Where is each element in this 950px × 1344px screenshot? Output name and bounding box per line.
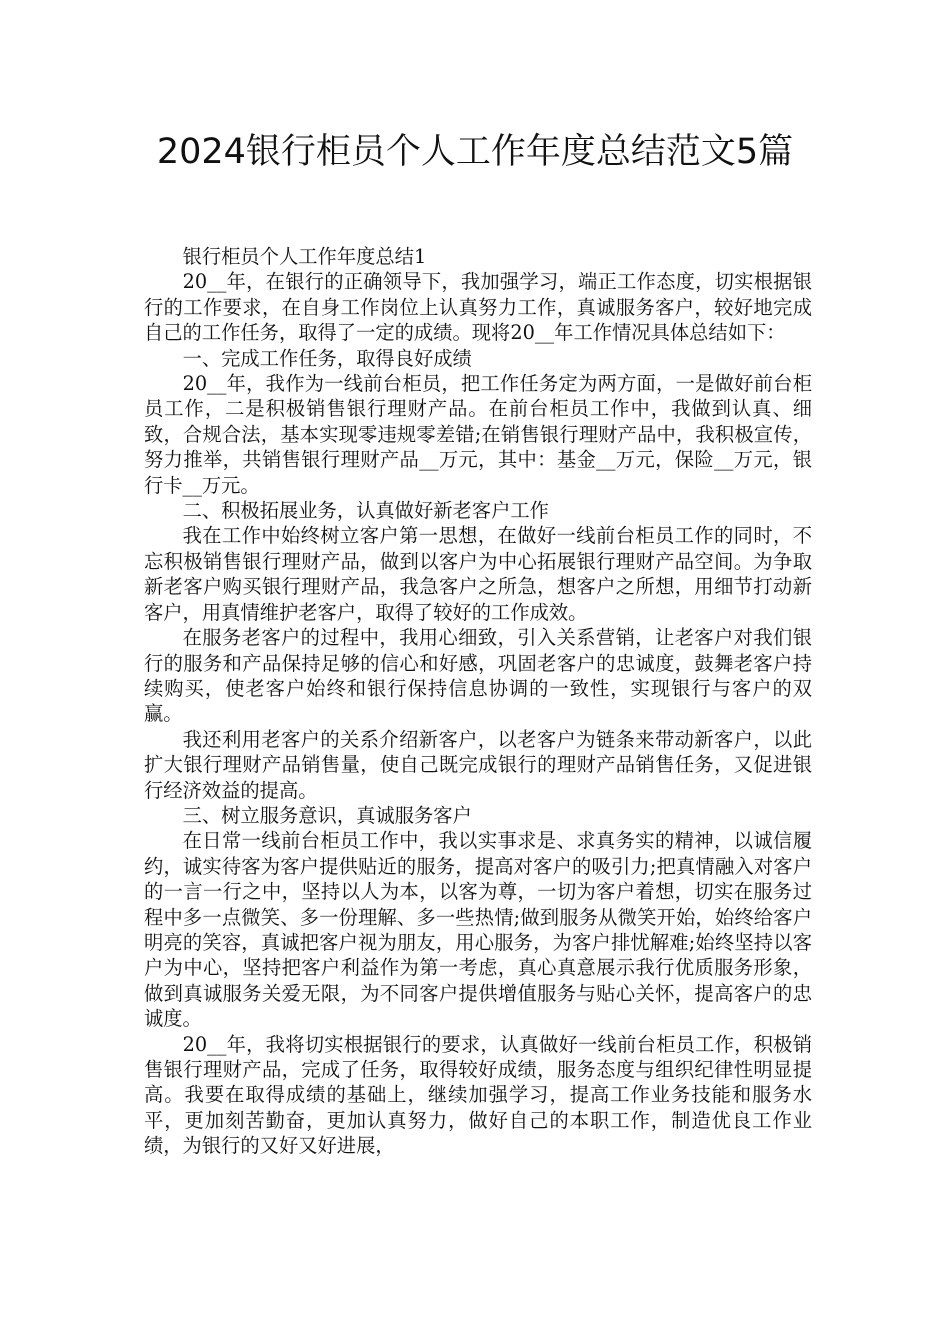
paragraph: 20__年，我作为一线前台柜员，把工作任务定为两方面，一是做好前台柜员工作，二是积极销售银行理财产品。在前台柜员工作中，我做到认真、细致，合规合法，基本实现零违规零差错;在销售银行理财产品中，我积极宣传，努力推举，共销售银行理财产品__万元，其中：基金__万元，保险__万元，银行卡__万元。 [144,372,812,497]
paragraph: 在服务老客户的过程中，我用心细致，引入关系营销，让老客户对我们银行的服务和产品保持足够的信心和好感，巩固老客户的忠诚度，鼓舞老客户持续购买，使老客户始终和银行保持信息协调的一致性，实现银行与客户的双赢。 [144,626,812,726]
paragraph: 20__年，在银行的正确领导下，我加强学习，端正工作态度，切实根据银行的工作要求，在自身工作岗位上认真努力工作，真诚服务客户，较好地完成自己的工作任务，取得了一定的成绩。现将20__年工作情况具体总结如下： [144,270,812,345]
paragraph: 在日常一线前台柜员工作中，我以实事求是、求真务实的精神，以诚信履约，诚实待客为客户提供贴近的服务，提高对客户的吸引力;把真情融入对客户的一言一行之中，坚持以人为本，以客为尊，一切为客户着想，切实在服务过程中多一点微笑、多一份理解、多一些热情;做到服务从微笑开始，始终给客户明亮的笑容，真诚把客户视为朋友，用心服务，为客户排忧解难;始终坚持以客户为中心，坚持把客户利益作为第一考虑，真心真意展示我行优质服务形象，做到真诚服务关爱无限，为不同客户提供增值服务与贴心关怀，提高客户的忠诚度。 [144,829,812,1031]
document-body [144,244,812,1159]
paragraph: 20__年，我将切实根据银行的要求，认真做好一线前台柜员工作，积极销售银行理财产品，完成了任务，取得较好成绩，服务态度与组织纪律性明显提高。我要在取得成绩的基础上，继续加强学习，提高工作业务技能和服务水平，更加刻苦勤奋，更加认真努力，做好自己的本职工作，制造优良工作业绩，为银行的又好又好进展， [144,1032,812,1158]
document-title: 2024银行柜员个人工作年度总结范文5篇 [156,132,794,172]
paragraph: 我在工作中始终树立客户第一思想，在做好一线前台柜员工作的同时，不忘积极销售银行理财产品，做到以客户为中心拓展银行理财产品空间。为争取新老客户购买银行理财产品，我急客户之所急，想客户之所想，用细节打动新客户，用真情维护老客户，取得了较好的工作成效。 [144,524,812,624]
section-heading: 一、完成工作任务，取得良好成绩 [182,346,472,370]
section-heading: 三、树立服务意识，真诚服务客户 [182,803,472,827]
paragraph: 我还利用老客户的关系介绍新客户，以老客户为链条来带动新客户，以此扩大银行理财产品销售量，使自己既完成银行的理财产品销售任务，又促进银行经济效益的提高。 [144,727,812,802]
paragraph-heading-1: 银行柜员个人工作年度总结1 [182,245,427,268]
section-heading: 二、积极拓展业务，认真做好新老客户工作 [182,499,549,523]
